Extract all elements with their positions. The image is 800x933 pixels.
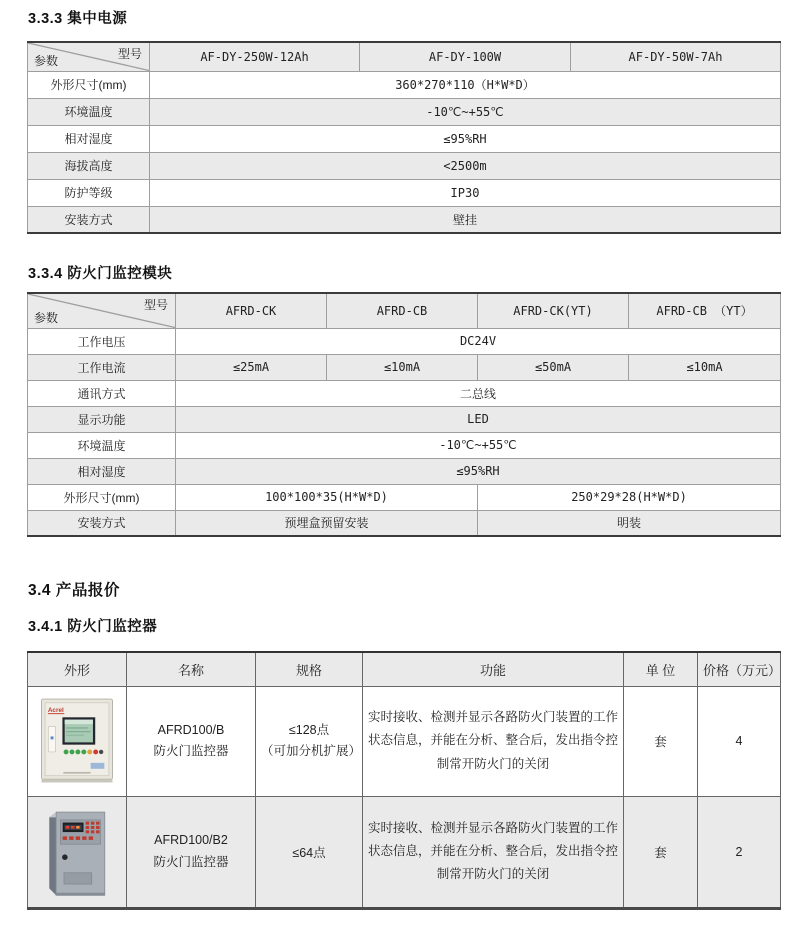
product-name-cell [127,686,256,796]
param-label: 相对湿度 [28,125,150,152]
section-heading-3-3-4: 3.3.4 防火门监控模块 [28,266,173,282]
param-value: ≤95%RH [150,125,781,152]
param-value: ≤25mA [176,354,327,380]
product-unit-cell: 套 [624,686,698,796]
col-header-function: 功能 [363,652,624,686]
power-supply-spec-table [27,41,781,234]
table-header-row [28,293,781,328]
param-label: 海拔高度 [28,152,150,179]
diagonal-corner-cell [28,293,176,328]
product-spec-cell [256,796,363,908]
product-quote-table [27,651,781,910]
spec-points: ≤128点 [288,722,330,737]
param-value: IP30 [150,179,781,206]
param-value: DC24V [176,328,781,354]
param-value: 壁挂 [150,206,781,233]
diagonal-corner-cell [28,42,150,71]
param-label: 环境温度 [28,432,176,458]
model-header: AF-DY-100W [360,42,571,71]
col-header-spec: 规格 [256,652,363,686]
model-header: AFRD-CK(YT) [478,293,629,328]
table-row [28,354,781,380]
param-label: 外形尺寸(mm) [28,71,150,98]
monitor-module-spec-table [27,292,781,537]
table-row [28,98,781,125]
table-row [28,328,781,354]
table-row [28,152,781,179]
spec-points: ≤64点 [292,845,326,860]
quote-header-row [28,652,781,686]
section-heading-3-4: 3.4 产品报价 [28,582,120,599]
product-function-cell: 实时接收、检测并显示各路防火门装置的工作状态信息，并能在分析、整合后，发出指令控制常开防火门的关闭 [363,686,624,796]
param-label: 安装方式 [28,206,150,233]
table-row [28,71,781,98]
product-name-cell [127,796,256,908]
model-header: AF-DY-50W-7Ah [571,42,781,71]
model-header: AFRD-CK [176,293,327,328]
quote-row-afrd100b [28,686,781,796]
col-header-appearance: 外形 [28,652,127,686]
corner-label-model: 型号 [143,298,168,312]
param-value: LED [176,406,781,432]
corner-label-param: 参数 [34,53,59,68]
param-value: ≤10mA [629,354,781,380]
model-header: AFRD-CB [327,293,478,328]
table-row [28,484,781,510]
param-value: 预埋盒预留安装 [176,510,478,536]
col-header-unit: 单 位 [624,652,698,686]
col-header-price: 价格（万元） [698,652,781,686]
model-header: AF-DY-250W-12Ah [150,42,360,71]
product-unit-cell: 套 [624,796,698,908]
table-row [28,458,781,484]
section-heading-3-4-1: 3.4.1 防火门监控器 [28,619,158,635]
product-model: AFRD100/B [157,722,225,737]
table-header-row [28,42,781,71]
table-row [28,432,781,458]
table-row [28,510,781,536]
param-label: 工作电流 [28,354,176,380]
device-photo-afrd100b [36,693,118,789]
param-value: 二总线 [176,380,781,406]
quote-row-afrd100b2 [28,796,781,908]
param-value: -10℃~+55℃ [176,432,781,458]
table-row [28,206,781,233]
param-label: 外形尺寸(mm) [28,484,176,510]
param-label: 工作电压 [28,328,176,354]
param-value: 250*29*28(H*W*D) [478,484,781,510]
product-photo-cell [28,796,127,908]
param-label: 防护等级 [28,179,150,206]
corner-label-model: 型号 [117,47,142,61]
product-price-cell: 4 [698,686,781,796]
product-model: AFRD100/B2 [154,833,228,848]
product-type: 防火门监控器 [153,854,229,869]
param-value: ≤95%RH [176,458,781,484]
model-header: AFRD-CB （YT） [629,293,781,328]
param-label: 显示功能 [28,406,176,432]
param-value: 360*270*110（H*W*D） [150,71,781,98]
param-value: 明装 [478,510,781,536]
param-value: ≤10mA [327,354,478,380]
acrel-logo: Acrel [47,706,64,714]
param-value: ≤50mA [478,354,629,380]
table-row [28,125,781,152]
param-value: -10℃~+55℃ [150,98,781,125]
param-value: <2500m [150,152,781,179]
col-header-name: 名称 [127,652,256,686]
param-value: 100*100*35(H*W*D) [176,484,478,510]
corner-label-param: 参数 [34,310,59,325]
table-row [28,380,781,406]
table-row [28,179,781,206]
section-heading-3-3-3: 3.3.3 集中电源 [28,11,128,27]
product-spec-cell [256,686,363,796]
table-row [28,406,781,432]
param-label: 相对湿度 [28,458,176,484]
product-type: 防火门监控器 [153,744,229,758]
product-photo-cell [28,686,127,796]
param-label: 安装方式 [28,510,176,536]
param-label: 通讯方式 [28,380,176,406]
product-price-cell: 2 [698,796,781,908]
device-photo-afrd100b2 [38,802,116,902]
spec-note: （可加分机扩展） [261,744,362,758]
param-label: 环境温度 [28,98,150,125]
product-function-cell: 实时接收、检测并显示各路防火门装置的工作状态信息，并能在分析、整合后，发出指令控制常开防火门的关闭 [363,796,624,908]
